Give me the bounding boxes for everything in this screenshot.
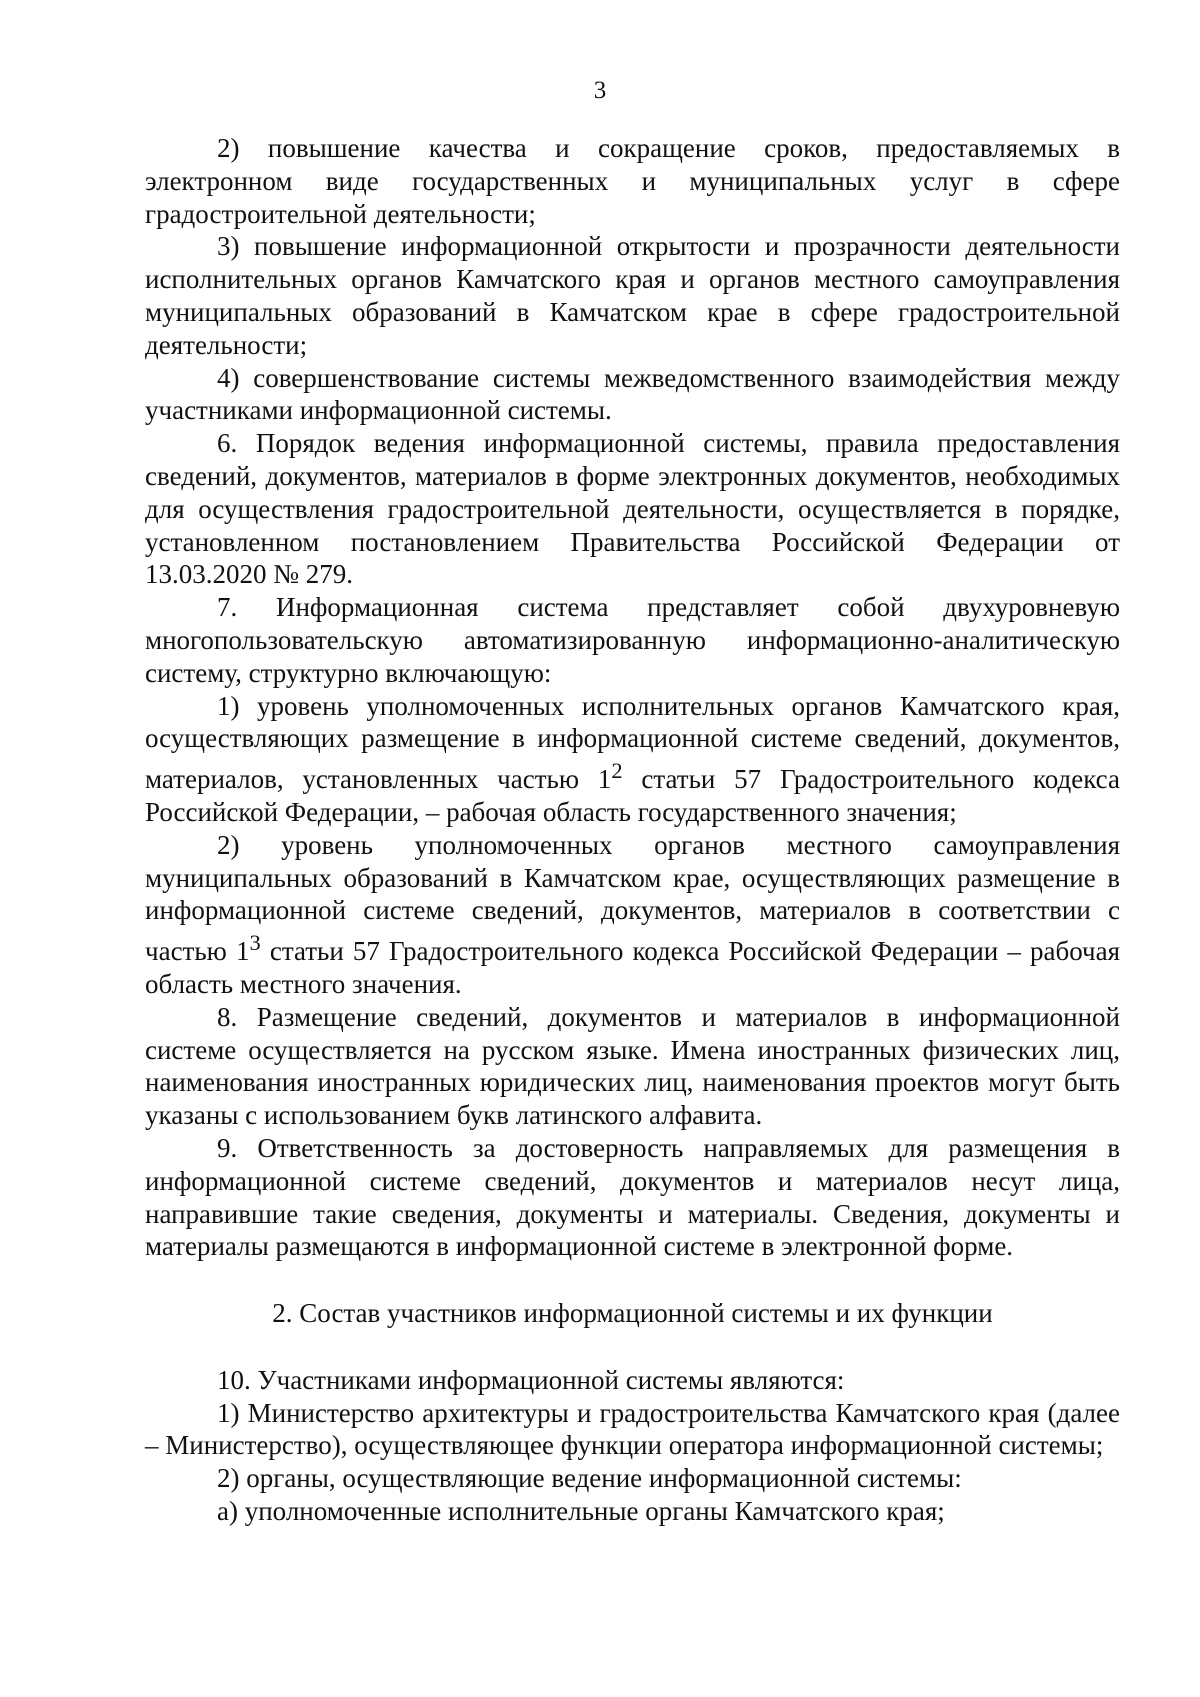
paragraph-text: статьи 57 Градостроительного кодекса Российской Федерации, – рабочая область государственного значения;: [145, 764, 1120, 827]
paragraph-text: 2) уровень уполномоченных органов местного самоуправления муниципальных образований в Камчатском крае, осуществляющих размещение в информационной системе сведений, документов, материалов в соответствии с частью 1: [145, 829, 1120, 967]
paragraph-level-1: [145, 690, 1120, 829]
page-number: 3: [593, 77, 607, 104]
superscript-number: 2: [611, 758, 623, 784]
paragraph-participant-2: 2) органы, осуществляющие ведение информационной системы:: [217, 1463, 962, 1494]
paragraph-clause-9: 9. Ответственность за достоверность направляемых для размещения в информационной системе сведений, документов и материалов несут лица, направившие такие сведения, документы и материалы. Сведения, документы и материалы размещаются в информационной системе в электронной форме.: [145, 1132, 1120, 1262]
paragraph-clause-8: 8. Размещение сведений, документов и материалов в информационной системе осуществляется на русском языке. Имена иностранных физических лиц, наименования иностранных юридических лиц, наименования проектов могут быть указаны с использованием букв латинского алфавита.: [145, 1001, 1120, 1131]
paragraph-item-3: 3) повышение информационной открытости и прозрачности деятельности исполнительных органов Камчатского края и органов местного самоуправления муниципальных образований в Камчатском крае в сфере градостроительной деятельности;: [145, 231, 1120, 360]
superscript-number: 3: [249, 930, 261, 956]
paragraph-text: 1) уровень уполномоченных исполнительных органов Камчатского края, осуществляющих размещение в информационной системе сведений, документов, материалов, установленных частью 1: [145, 690, 1120, 795]
document-body: [145, 132, 1120, 1528]
paragraph-level-2: [145, 829, 1120, 1001]
paragraph-item-2: 2) повышение качества и сокращение сроков, предоставляемых в электронном виде государственных и муниципальных услуг в сфере градостроительной деятельности;: [145, 133, 1120, 229]
paragraph-clause-10: 10. Участниками информационной системы являются:: [217, 1364, 845, 1395]
section-heading: 2. Состав участников информационной системы и их функции: [272, 1298, 993, 1329]
paragraph-participant-2a: а) уполномоченные исполнительные органы Камчатского края;: [217, 1496, 945, 1527]
paragraph-item-4: 4) совершенствование системы межведомственного взаимодействия между участниками информационной системы.: [145, 362, 1120, 426]
paragraph-participant-1: 1) Министерство архитектуры и градостроительства Камчатского края (далее – Министерство), осуществляющее функции оператора информационной системы;: [145, 1397, 1120, 1461]
paragraph-clause-7: 7. Информационная система представляет собой двухуровневую многопользовательскую автоматизированную информационно-аналитическую систему, структурно включающую:: [145, 592, 1120, 688]
paragraph-text: статьи 57 Градостроительного кодекса Российской Федерации – рабочая область местного значения.: [145, 936, 1120, 999]
paragraph-clause-6: 6. Порядок ведения информационной системы, правила предоставления сведений, документов, материалов в форме электронных документов, необходимых для осуществления градостроительной деятельности, осуществляется в порядке, установленном постановлением Правительства Российской Федерации от 13.03.2020 № 279.: [145, 428, 1120, 590]
